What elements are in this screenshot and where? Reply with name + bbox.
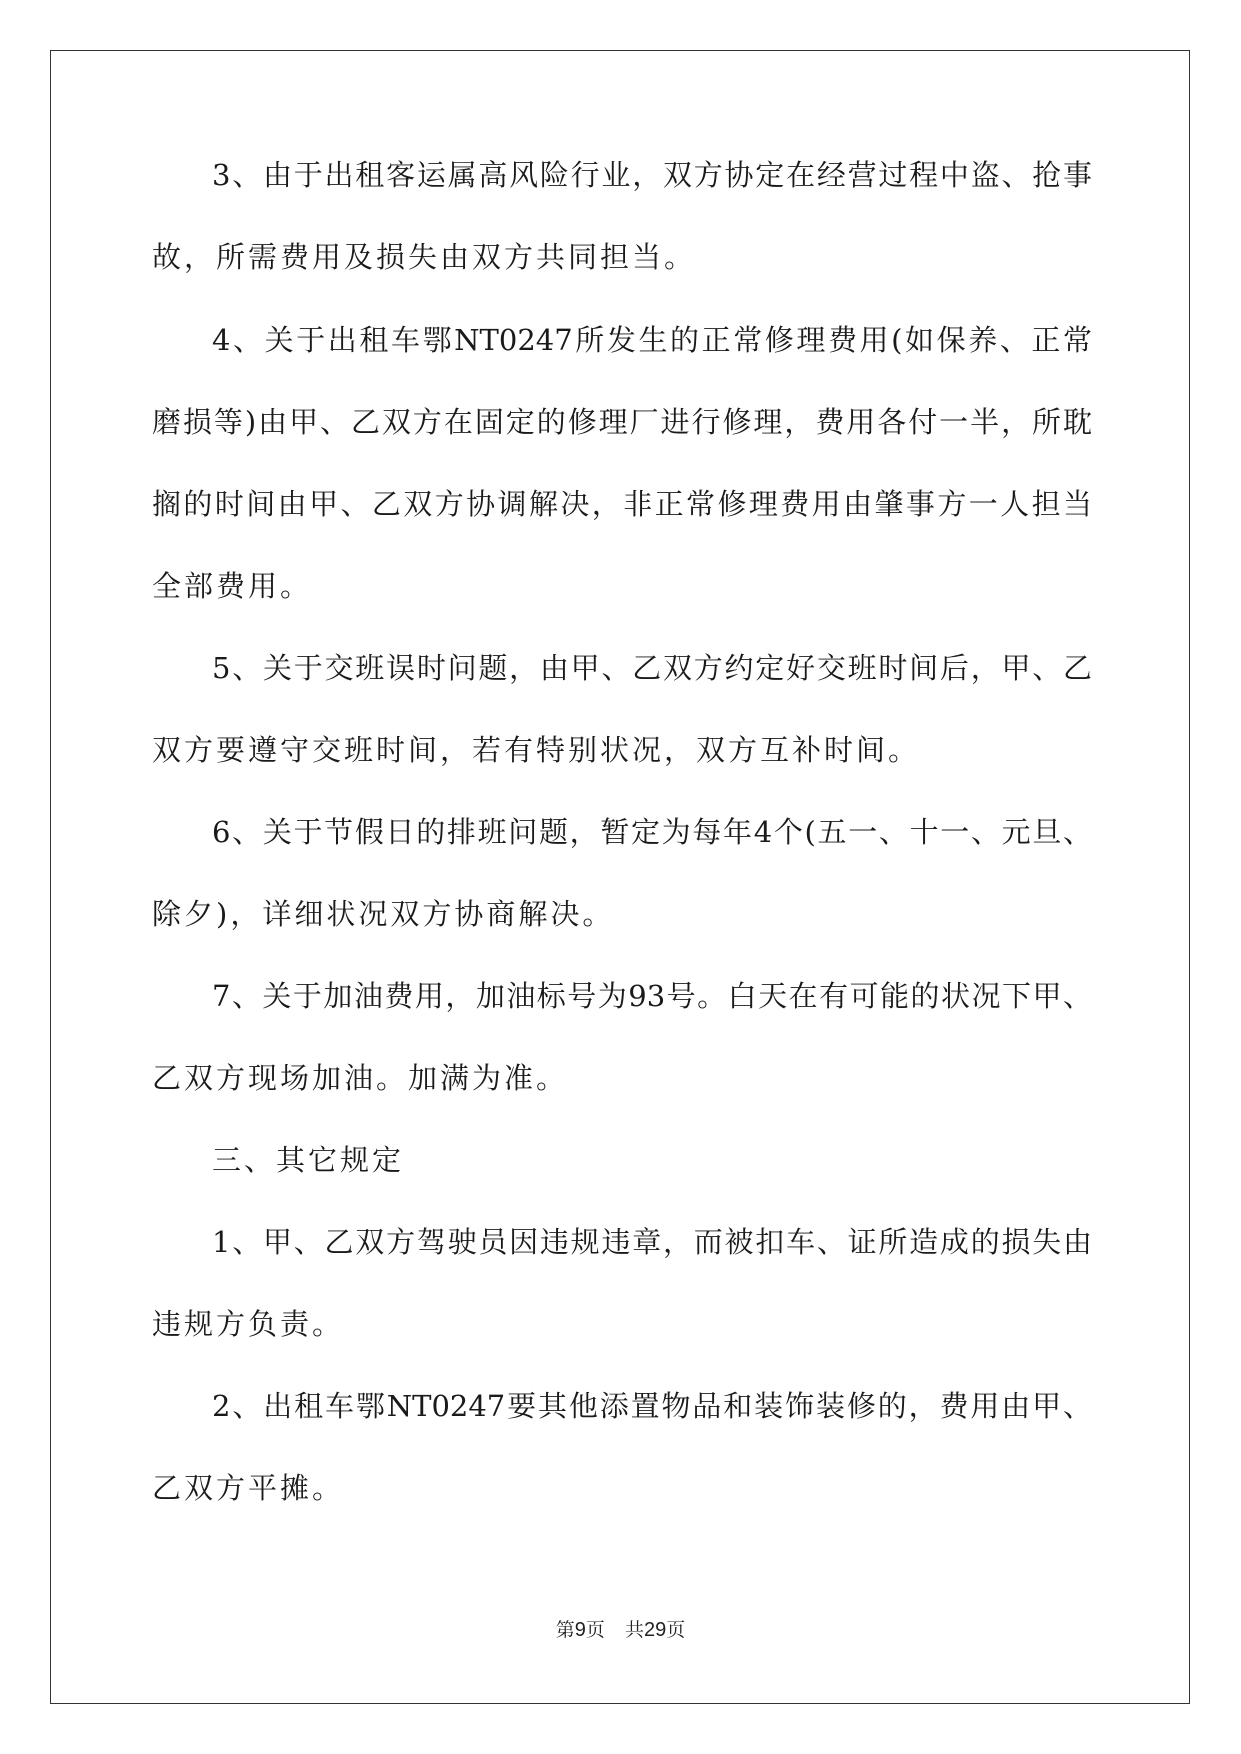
total-pages: 29 (643, 1619, 667, 1641)
paragraph-4-line-4: 全部费用。 (152, 569, 313, 603)
rule-1-line-2: 违规方负责。 (152, 1307, 345, 1341)
rule-2-line-1: 2、出租车鄂NT0247要其他添置物品和装饰装修的，费用由甲、 (212, 1389, 1092, 1423)
paragraph-3-line-1: 3、由于出租客运属高风险行业，双方协定在经营过程中盗、抢事 (212, 158, 1092, 192)
page-footer (0, 1618, 1241, 1642)
page-suffix: 页 (585, 1619, 605, 1641)
paragraph-7-line-2: 乙双方现场加油。加满为准。 (152, 1061, 569, 1095)
paragraph-4-line-2: 磨损等)由甲、乙双方在固定的修理厂进行修理，费用各付一半，所耽 (152, 405, 1092, 439)
paragraph-3-line-2: 故，所需费用及损失由双方共同担当。 (152, 240, 697, 274)
page-number: 9 (574, 1619, 586, 1641)
paragraph-5-line-2: 双方要遵守交班时间，若有特别状况，双方互补时间。 (152, 733, 921, 767)
page-frame (50, 50, 1190, 1704)
rule-1-line-1: 1、甲、乙双方驾驶员因违规违章，而被扣车、证所造成的损失由 (212, 1225, 1092, 1259)
page-prefix: 第 (555, 1619, 575, 1641)
paragraph-6-line-1: 6、关于节假日的排班问题，暂定为每年4个(五一、十一、元旦、 (212, 815, 1092, 849)
paragraph-7-line-1: 7、关于加油费用，加油标号为93号。白天在有可能的状况下甲、 (212, 979, 1092, 1013)
paragraph-5-line-1: 5、关于交班误时问题，由甲、乙双方约定好交班时间后，甲、乙 (212, 651, 1092, 685)
paragraph-4-line-1: 4、关于出租车鄂NT0247所发生的正常修理费用(如保养、正常 (212, 323, 1092, 357)
paragraph-4-line-3: 搁的时间由甲、乙双方协调解决，非正常修理费用由肇事方一人担当 (152, 487, 1092, 521)
paragraph-6-line-2: 除夕)，详细状况双方协商解决。 (152, 897, 615, 931)
section-heading: 三、其它规定 (212, 1143, 405, 1177)
total-suffix: 页 (666, 1619, 686, 1641)
rule-2-line-2: 乙双方平摊。 (152, 1471, 345, 1505)
total-prefix: 共 (624, 1619, 644, 1641)
